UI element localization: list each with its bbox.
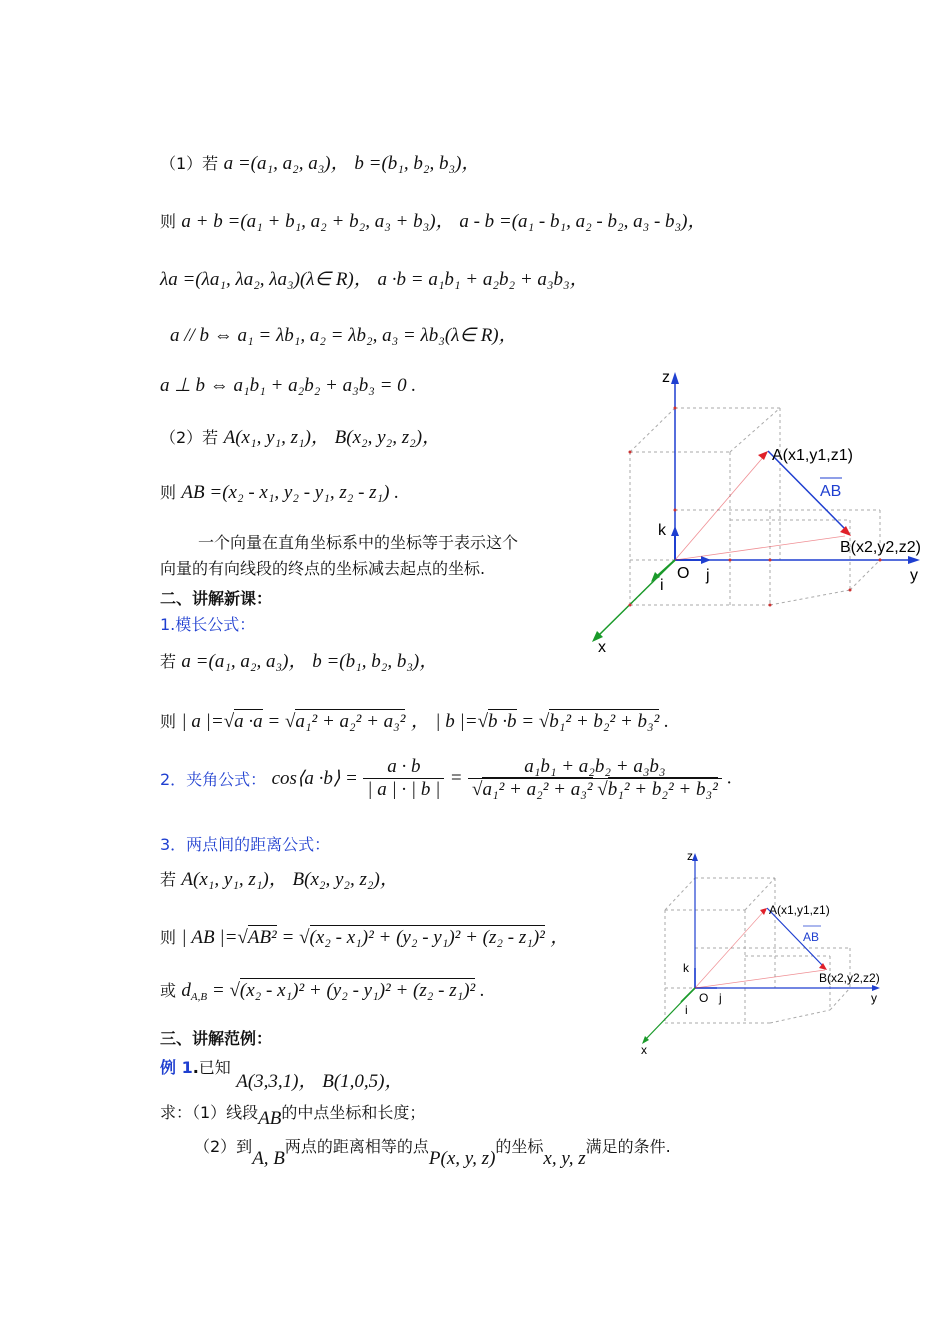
item1-line bbox=[160, 148, 480, 175]
fig1-b-label: B(x2,y2,z2) bbox=[840, 539, 921, 556]
item1-label: （1）若 bbox=[160, 154, 219, 173]
scalar-dot-formula: λa =(λa₁, λa₂, λa₃)(λ∈ R)， a ·b = a₁b₁ + a₂b₂ + a₃b₃， bbox=[160, 269, 589, 290]
dist-title: 3．两点间的距离公式： bbox=[160, 835, 331, 854]
angle-end: . bbox=[727, 767, 732, 789]
dist-d: d bbox=[181, 980, 191, 1001]
ask-ab: AB bbox=[258, 1108, 282, 1129]
fig1-x-label: x bbox=[598, 639, 606, 656]
angle-cos: cos⟨a ·b⟩ = bbox=[271, 768, 358, 789]
parallel-formula: a // b ⇔ a₁ = λb₁, a₂ = λb₂, a₃ = λb₃(λ∈ R)， bbox=[170, 325, 518, 346]
fig2-k-label: k bbox=[683, 961, 689, 975]
ze-label: 则 bbox=[160, 712, 177, 731]
fig2-j-label: j bbox=[719, 991, 722, 1005]
angle-title: 2．夹角公式： bbox=[160, 770, 267, 789]
fig2-z-label: z bbox=[687, 849, 693, 863]
perp-formula: a ⊥ b ⇔ a₁b₁ + a₂b₂ + a₃b₃ = 0 . bbox=[160, 375, 417, 396]
mod-b-lhs: | b |= bbox=[435, 711, 478, 732]
dist-d-sub: A,B bbox=[190, 991, 208, 1003]
perp-line bbox=[160, 374, 416, 397]
section2-heading: 二、讲解新课： bbox=[160, 589, 273, 608]
then2-label: 则 bbox=[160, 483, 177, 502]
coordinate-figure-2 bbox=[635, 848, 905, 1058]
angle-frac2-den-a: a₁² + a₂² + a₃² bbox=[482, 779, 593, 800]
part2-pre: （2）到 bbox=[194, 1137, 253, 1156]
ruo-label: 若 bbox=[160, 652, 177, 671]
fig2-o-label: O bbox=[699, 991, 709, 1005]
note-line2: 向量的有向线段的终点的坐标减去起点的坐标. bbox=[160, 559, 486, 578]
mod-formula-line: 则 | a |=√a ·a = √a₁² + a₂² + a₃² ， | b |=√b ·b = √b₁² + b₂² + b₃² . bbox=[160, 711, 669, 732]
item2-label: （2）若 bbox=[160, 428, 219, 447]
part2-line bbox=[194, 1134, 671, 1169]
angle-line: 2．夹角公式： cos⟨a ·b⟩ = $\frac{a \cdot b}{| a | \cdot | b |}$ = $\frac{\text{a₁b₁ + a₂b₂ + a₃b₃}}{\text{√a₁² + a₂² + a₃² √b₁² + b₂² + b₃²}}$ . bbox=[160, 756, 732, 800]
fig2-ab-label: AB bbox=[803, 930, 820, 944]
ask-label: 求：（1）线段 bbox=[160, 1103, 259, 1122]
then-label: 则 bbox=[160, 212, 177, 231]
ab-formula: AB =(x₂ - x₁, y₂ - y₁, z₂ - z₁) . bbox=[181, 482, 399, 503]
part2-end: 满足的条件. bbox=[585, 1137, 671, 1156]
ab-line bbox=[160, 480, 399, 504]
dist-d-end: . bbox=[475, 980, 485, 1001]
parallel-line bbox=[170, 320, 518, 347]
fig2-b-label: B(x2,y2,z2) bbox=[819, 971, 880, 985]
fig2-x-label: x bbox=[641, 1043, 647, 1057]
example-dot: . bbox=[192, 1058, 199, 1077]
angle-frac1-num: a · b bbox=[363, 756, 444, 779]
item2-formula: A(x₁, y₁, z₁)， B(x₂, y₂, z₂)， bbox=[223, 427, 442, 448]
fig1-k-label: k bbox=[658, 522, 666, 539]
note-line1: 一个向量在直角坐标系中的坐标等于表示这个 bbox=[198, 533, 519, 552]
dist-sqrt1: AB² bbox=[247, 927, 277, 948]
part2-ab: A, B bbox=[252, 1148, 285, 1169]
mod-given-line bbox=[160, 646, 438, 673]
dist-ze-label: 则 bbox=[160, 928, 177, 947]
mod-a-lhs: | a |= bbox=[181, 711, 224, 732]
mod-given-formula: a =(a₁, a₂, a₃)， b =(b₁, b₂, b₃)， bbox=[181, 651, 439, 672]
fig2-a-label: A(x1,y1,z1) bbox=[769, 903, 830, 917]
scalar-dot-line bbox=[160, 264, 589, 291]
fig2-i-label: i bbox=[685, 1003, 688, 1017]
part2-p: P(x, y, z) bbox=[428, 1148, 496, 1169]
angle-frac1 bbox=[363, 756, 444, 801]
example-line bbox=[160, 1052, 404, 1092]
dist-given-formula: A(x₁, y₁, z₁)， B(x₂, y₂, z₂)， bbox=[181, 869, 399, 890]
mod-eq-2: = bbox=[516, 711, 539, 732]
ask-tail: 的中点坐标和长度； bbox=[281, 1103, 426, 1122]
dist-lhs: | AB |= bbox=[181, 927, 238, 948]
dist-formula-line: 则 | AB |=√AB² = √(x₂ - x₁)² + (y₂ - y₁)² + (z₂ - z₁)² ， bbox=[160, 927, 570, 948]
example-label: 例 1 bbox=[160, 1058, 193, 1077]
dist-d-eq: = bbox=[207, 980, 230, 1001]
dist-comma: ， bbox=[550, 927, 570, 948]
mod-b-sqrt1: b ·b bbox=[488, 711, 517, 732]
sum-diff-line bbox=[160, 206, 706, 233]
fig2-y-label: y bbox=[871, 991, 877, 1005]
or-label: 或 bbox=[160, 981, 177, 1000]
fig1-y-label: y bbox=[910, 567, 918, 584]
example-points: A(3,3,1)， B(1,0,5)， bbox=[236, 1071, 404, 1092]
example-given: 已知 bbox=[198, 1058, 231, 1077]
dist-sqrt2: (x₂ - x₁)² + (y₂ - y₁)² + (z₂ - z₁)² bbox=[309, 927, 545, 948]
fig1-o-label: O bbox=[677, 565, 690, 582]
modulus-title: 1.模长公式： bbox=[160, 615, 256, 634]
angle-frac2-den: √a₁² + a₂² + a₃² √b₁² + b₂² + b₃² bbox=[472, 779, 718, 800]
section3-heading: 三、讲解范例： bbox=[160, 1029, 273, 1048]
mod-a-sqrt1: a ·a bbox=[234, 711, 263, 732]
part2-mid: 两点的距离相等的点 bbox=[284, 1137, 429, 1156]
dist-d-sqrt: (x₂ - x₁)² + (y₂ - y₁)² + (z₂ - z₁)² bbox=[239, 980, 476, 1001]
part2-xyz: x, y, z bbox=[543, 1148, 586, 1169]
mod-comma: ， bbox=[410, 711, 430, 732]
angle-frac1-den: | a | · | b | bbox=[367, 779, 441, 800]
fig1-ab-label: AB bbox=[820, 483, 842, 500]
mod-end: . bbox=[659, 711, 669, 732]
part2-coord: 的坐标 bbox=[495, 1137, 544, 1156]
dist-ruo-label: 若 bbox=[160, 870, 177, 889]
mod-b-sqrt2: b₁² + b₂² + b₃² bbox=[549, 711, 660, 732]
coordinate-figure-1 bbox=[580, 360, 940, 660]
angle-frac2-num: a₁b₁ + a₂b₂ + a₃b₃ bbox=[468, 756, 722, 779]
ask-line bbox=[160, 1100, 426, 1129]
dist-d-line: 或 $d_{A,B} = √(x_2 - x_1)^2 + (y_2 - y_1)^2 + (z_2 - z_1)^2$ . bbox=[160, 980, 485, 1003]
fig1-a-label: A(x1,y1,z1) bbox=[772, 447, 853, 464]
fig1-j-label: j bbox=[706, 567, 710, 584]
dist-given-line bbox=[160, 864, 399, 891]
item2-line bbox=[160, 422, 441, 449]
mod-eq-1: = bbox=[262, 711, 285, 732]
fig1-i-label: i bbox=[660, 577, 664, 594]
fig1-z-label: z bbox=[662, 369, 670, 386]
mod-a-sqrt2: a₁² + a₂² + a₃² bbox=[295, 711, 406, 732]
item1-formula: a =(a₁, a₂, a₃)， b =(b₁, b₂, b₃)， bbox=[223, 153, 481, 174]
angle-frac2-den-b: b₁² + b₂² + b₃² bbox=[607, 779, 718, 800]
angle-frac2 bbox=[468, 756, 722, 801]
sum-diff-formula: a + b =(a₁ + b₁, a₂ + b₂, a₃ + b₃)， a - b =(a₁ - b₁, a₂ - b₂, a₃ - b₃)， bbox=[181, 211, 707, 232]
